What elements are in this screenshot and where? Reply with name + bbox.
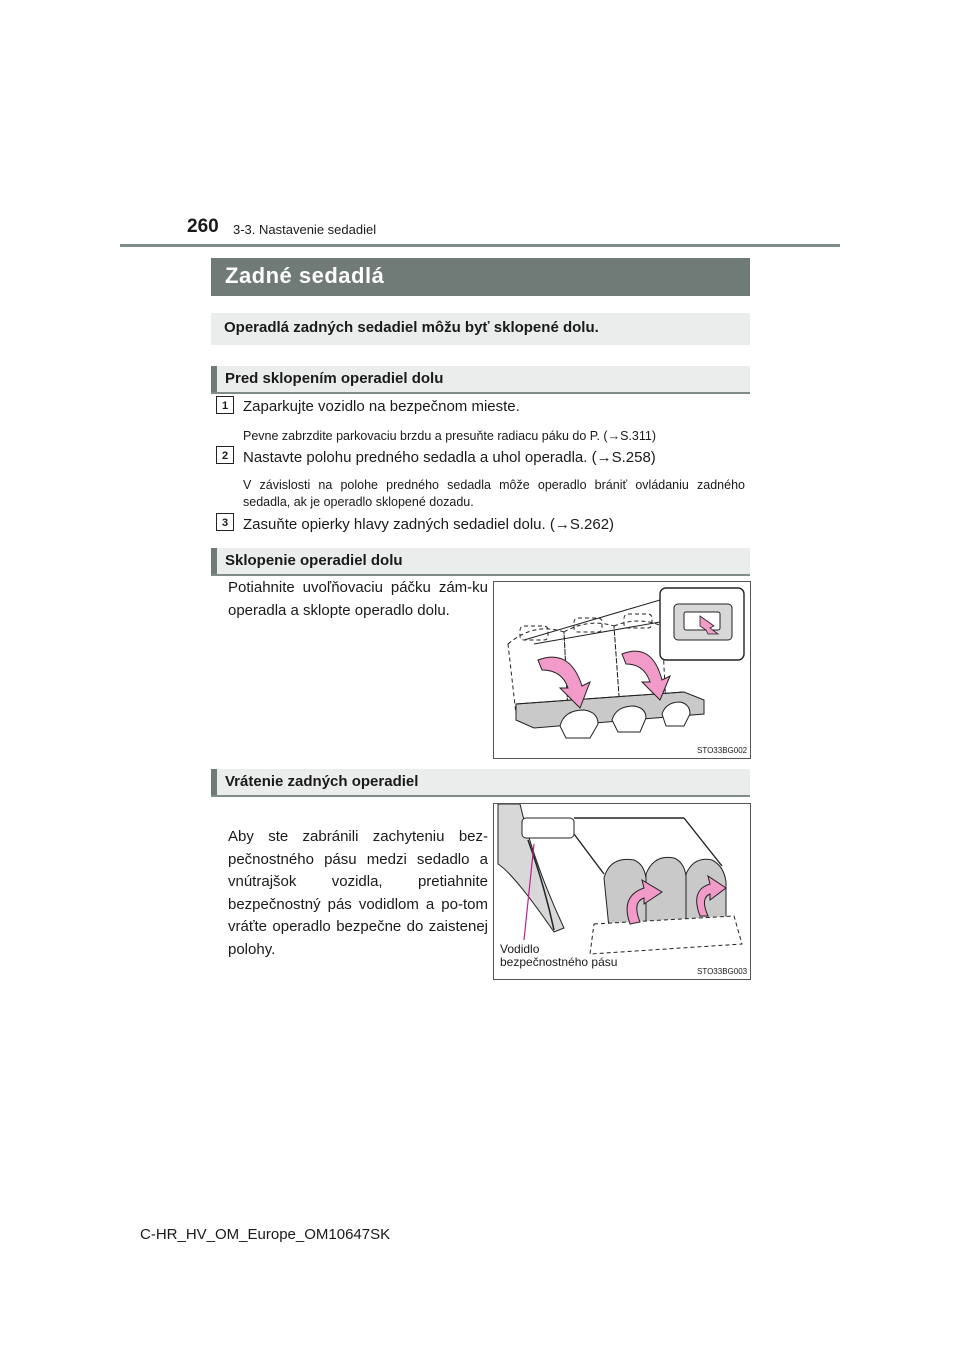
page-number: 260: [187, 216, 219, 237]
header-divider: [120, 244, 840, 247]
section-reference: 3-3. Nastavenie sedadiel: [233, 222, 377, 237]
intro-text: Operadlá zadných sedadiel môžu byť sklopené dolu.: [224, 319, 599, 336]
subheading-folding: [211, 548, 750, 576]
step-1-text: Zaparkujte vozidlo na bezpečnom mieste.: [243, 398, 520, 415]
step-3-text: Zasuňte opierky hlavy zadných sedadiel dolu. (→S.262): [243, 516, 615, 533]
figure-folding-seats: [493, 581, 751, 759]
step-number-2: 2: [216, 446, 234, 464]
page-title-bar: [211, 258, 750, 296]
figure-code: STO33BG003: [697, 967, 748, 976]
subheading-returning: [211, 769, 750, 797]
figure-returning-seats: [493, 803, 751, 980]
folding-seats-illustration: [494, 582, 750, 758]
step-1-note: Pevne zabrzdite parkovaciu brzdu a presuňte radiacu páku do P. (→S.311): [243, 429, 656, 443]
returning-instruction: Aby ste zabránili zachyteniu bez-pečnostného pásu medzi sedadlo a vnútrajšok vozidla, pretiahnite bezpečnostný pás vodidlom a po-tom vráťte operadlo bezpečne do zaistenej polohy.: [228, 828, 488, 958]
seatbelt-guide-label-line1: Vodidlo: [500, 942, 540, 956]
subheading-label: Pred sklopením operadiel dolu: [225, 370, 444, 387]
seatbelt-guide-label-line2: bezpečnostného pásu: [500, 955, 618, 969]
document-code: C-HR_HV_OM_Europe_OM10647SK: [140, 1226, 391, 1243]
page-title: Zadné sedadlá: [225, 263, 385, 288]
step-number-3: 3: [216, 513, 234, 531]
subheading-label: Sklopenie operadiel dolu: [225, 552, 403, 569]
figure-code: STO33BG002: [697, 746, 748, 755]
folding-instruction: Potiahnite uvoľňovaciu páčku zám-ku operadla a sklopte operadlo dolu.: [228, 579, 488, 619]
subheading-before-folding: [211, 366, 750, 394]
subheading-label: Vrátenie zadných operadiel: [225, 773, 419, 790]
step-number-1: 1: [216, 396, 234, 414]
step-2-text: Nastavte polohu predného sedadla a uhol operadla. (→S.258): [243, 449, 656, 466]
intro-box: [211, 313, 750, 345]
step-2-note: V závislosti na polohe predného sedadla môže operadlo brániť ovládaniu zadného sedadla, ak je operadlo sklopené dozadu.: [243, 478, 745, 509]
